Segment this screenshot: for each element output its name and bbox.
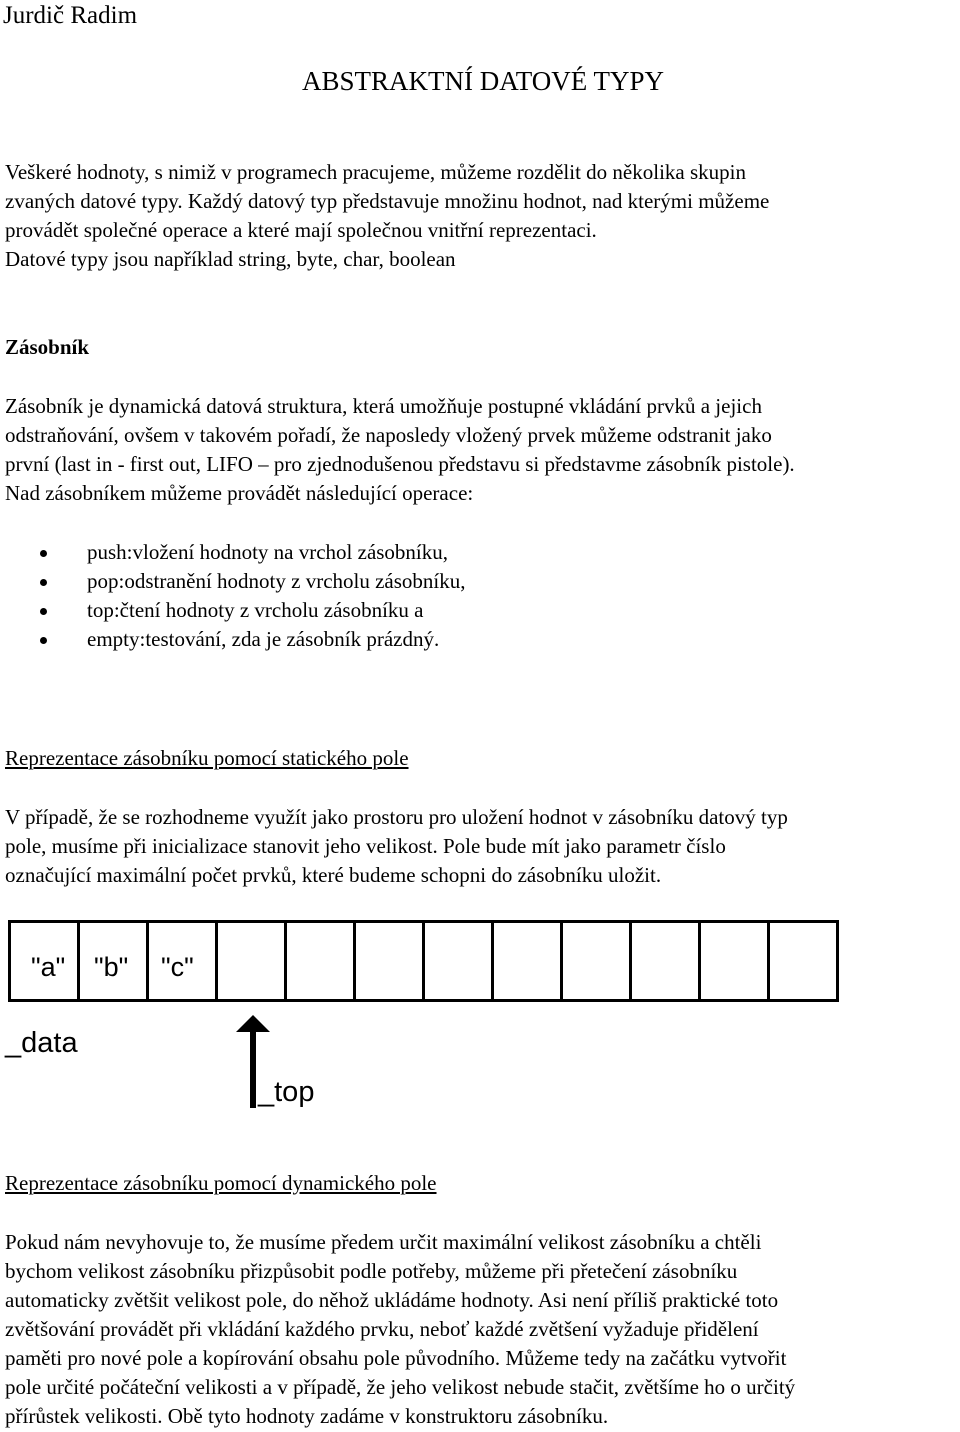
array-cell-value: "c" bbox=[161, 952, 194, 982]
stack-paragraph-line: Zásobník je dynamická datová struktura, která umožňuje postupné vkládání prvků a jejich bbox=[5, 394, 762, 418]
stack-paragraph-line: odstraňování, ovšem v takovém pořadí, že naposledy vložený prvek můžeme odstranit jako bbox=[5, 423, 772, 447]
static-paragraph-line: označující maximální počet prvků, které budeme schopni do zásobníku uložit. bbox=[5, 863, 662, 887]
static-array-heading: Reprezentace zásobníku pomocí statického pole bbox=[5, 746, 409, 770]
operation-item: top:čtení hodnoty z vrcholu zásobníku a bbox=[87, 598, 424, 622]
intro-line: provádět společné operace a které mají společnou vnitřní reprezentaci. bbox=[5, 218, 597, 242]
dynamic-paragraph-line: paměti pro nové pole a kopírování obsahu pole původního. Můžeme tedy na začátku vytvořit bbox=[5, 1346, 787, 1370]
data-label: _data bbox=[5, 1027, 78, 1059]
bullet-icon bbox=[40, 579, 47, 586]
operation-item: pop:odstranění hodnoty z vrcholu zásobníku, bbox=[87, 569, 466, 593]
stack-heading: Zásobník bbox=[5, 335, 90, 359]
intro-line: Veškeré hodnoty, s nimiž v programech pracujeme, můžeme rozdělit do několika skupin bbox=[5, 160, 746, 184]
bullet-icon bbox=[40, 637, 47, 644]
page-title: ABSTRAKTNÍ DATOVÉ TYPY bbox=[301, 66, 665, 96]
array-cell-value: "b" bbox=[94, 952, 129, 982]
intro-line: Datové typy jsou například string, byte, char, boolean bbox=[5, 247, 456, 271]
operation-item: push:vložení hodnoty na vrchol zásobníku, bbox=[87, 540, 449, 564]
dynamic-paragraph-line: zvětšování provádět při vkládání každého prvku, neboť každé zvětšení vyžaduje přidělení bbox=[5, 1317, 759, 1341]
bullet-icon bbox=[40, 550, 47, 557]
static-array-diagram bbox=[0, 905, 960, 1125]
operation-item: empty:testování, zda je zásobník prázdný. bbox=[87, 627, 440, 651]
array-cell-value: "a" bbox=[31, 952, 66, 982]
top-pointer-arrow bbox=[0, 905, 960, 1125]
dynamic-paragraph-line: automaticky zvětšit velikost pole, do něhož ukládáme hodnoty. Asi není příliš praktické toto bbox=[5, 1288, 779, 1312]
top-label: _top bbox=[258, 1076, 315, 1108]
dynamic-paragraph-line: Pokud nám nevyhovuje to, že musíme předem určit maximální velikost zásobníku a chtěli bbox=[5, 1230, 762, 1254]
static-paragraph-line: pole, musíme při inicializace stanovit jeho velikost. Pole bude mít jako parametr číslo bbox=[5, 834, 726, 858]
dynamic-paragraph-line: bychom velikost zásobníku přizpůsobit podle potřeby, můžeme při přetečení zásobníku bbox=[5, 1259, 738, 1283]
static-paragraph-line: V případě, že se rozhodneme využít jako prostoru pro uložení hodnot v zásobníku datový typ bbox=[5, 805, 788, 829]
dynamic-paragraph-line: pole určité počáteční velikosti a v případě, že jeho velikost nebude stačit, zvětšíme ho o určitý bbox=[5, 1375, 796, 1399]
dynamic-array-heading: Reprezentace zásobníku pomocí dynamického pole bbox=[5, 1171, 437, 1195]
stack-paragraph-line: první (last in - first out, LIFO – pro zjednodušenou představu si představme zásobník pistole). bbox=[5, 452, 795, 476]
stack-paragraph-line: Nad zásobníkem můžeme provádět následující operace: bbox=[5, 481, 474, 505]
bullet-icon bbox=[40, 608, 47, 615]
arrow-head-icon bbox=[236, 1015, 270, 1032]
intro-line: zvaných datové typy. Každý datový typ představuje množinu hodnot, nad kterými můžeme bbox=[5, 189, 770, 213]
author-name: Jurdič Radim bbox=[3, 2, 138, 29]
dynamic-paragraph-line: přírůstek velikosti. Obě tyto hodnoty zadáme v konstruktoru zásobníku. bbox=[5, 1404, 609, 1428]
